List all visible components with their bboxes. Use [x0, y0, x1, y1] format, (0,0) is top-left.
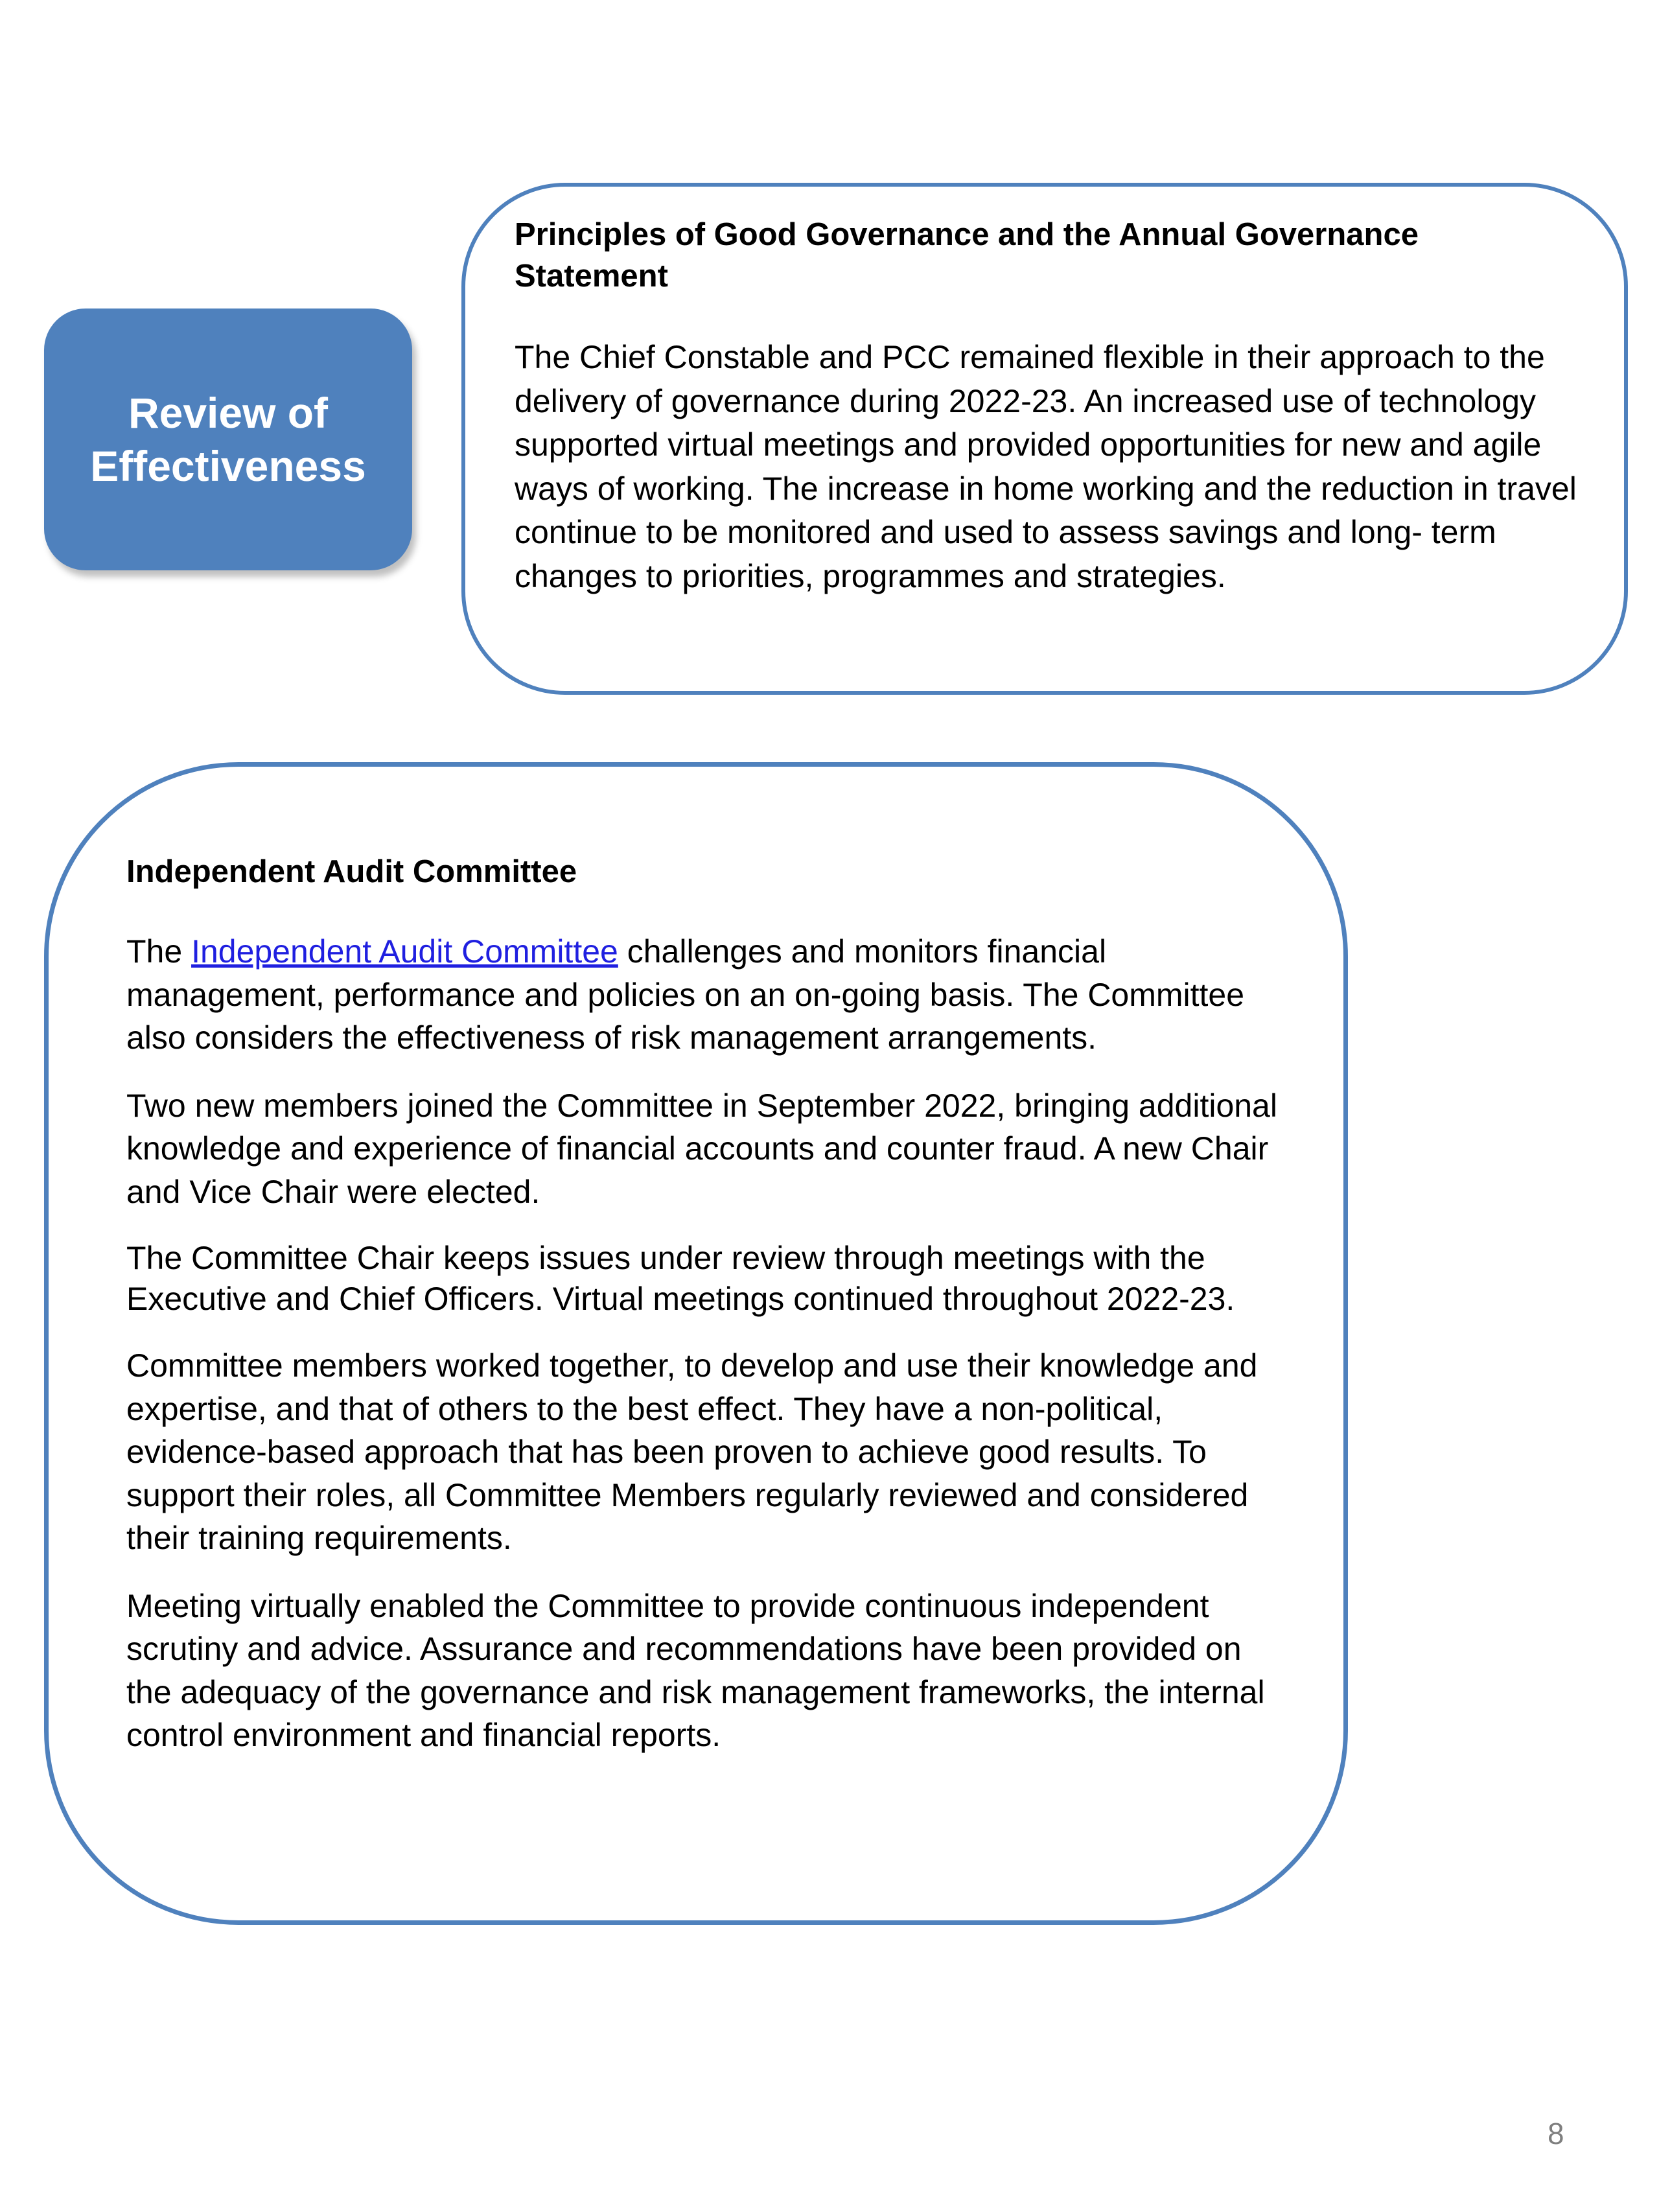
governance-heading: Principles of Good Governance and the Annual Governance Statement [515, 217, 1419, 294]
audit-paragraph-3: The Committee Chair keeps issues under review through meetings with the Executive and Chief Officers. Virtual meetings continued throughout 2022-23. [126, 1240, 1235, 1317]
audit-paragraph-4: Committee members worked together, to develop and use their knowledge and expertise, and that of others to the best effect. They have a non-political, evidence-based approach that has been proven to achieve good results. To support their roles, all Committee Members regularly reviewed and considered their training requirements. [126, 1347, 1258, 1556]
page-number: 8 [1548, 2117, 1564, 2150]
governance-body: The Chief Constable and PCC remained flexible in their approach to the delivery of governance during 2022-23. An increased use of technology supported virtual meetings and provided opportunities for new and agile ways of working. The increase in home working and the reduction in travel continue to be monitored and used to assess savings and long- term changes to priorities, programmes and strategies. [515, 339, 1577, 594]
audit-committee-heading: Independent Audit Committee [126, 854, 577, 889]
audit-paragraph-5: Meeting virtually enabled the Committee to provide continuous independent scrutiny and advice. Assurance and recommendations have been provided on the adequacy of the governance and risk management frameworks, the internal control environment and financial reports. [126, 1587, 1265, 1753]
independent-audit-committee-link[interactable]: Independent Audit Committee [191, 933, 618, 970]
review-of-effectiveness-callout [44, 309, 412, 570]
audit-paragraph-1 [126, 930, 1280, 1060]
callout-title: Review of Effectiveness [90, 389, 366, 490]
audit-p1-suffix: challenges and monitors financial management, performance and policies on an on-going basis. The Committee also considers the effectiveness of risk management arrangements. [126, 933, 1245, 1056]
audit-paragraph-2: Two new members joined the Committee in September 2022, bringing additional knowledge and experience of financial accounts and counter fraud. A new Chair and Vice Chair were elected. [126, 1087, 1277, 1210]
audit-p1-prefix: The [126, 933, 192, 970]
governance-panel [461, 183, 1628, 695]
audit-committee-panel [44, 762, 1348, 1925]
